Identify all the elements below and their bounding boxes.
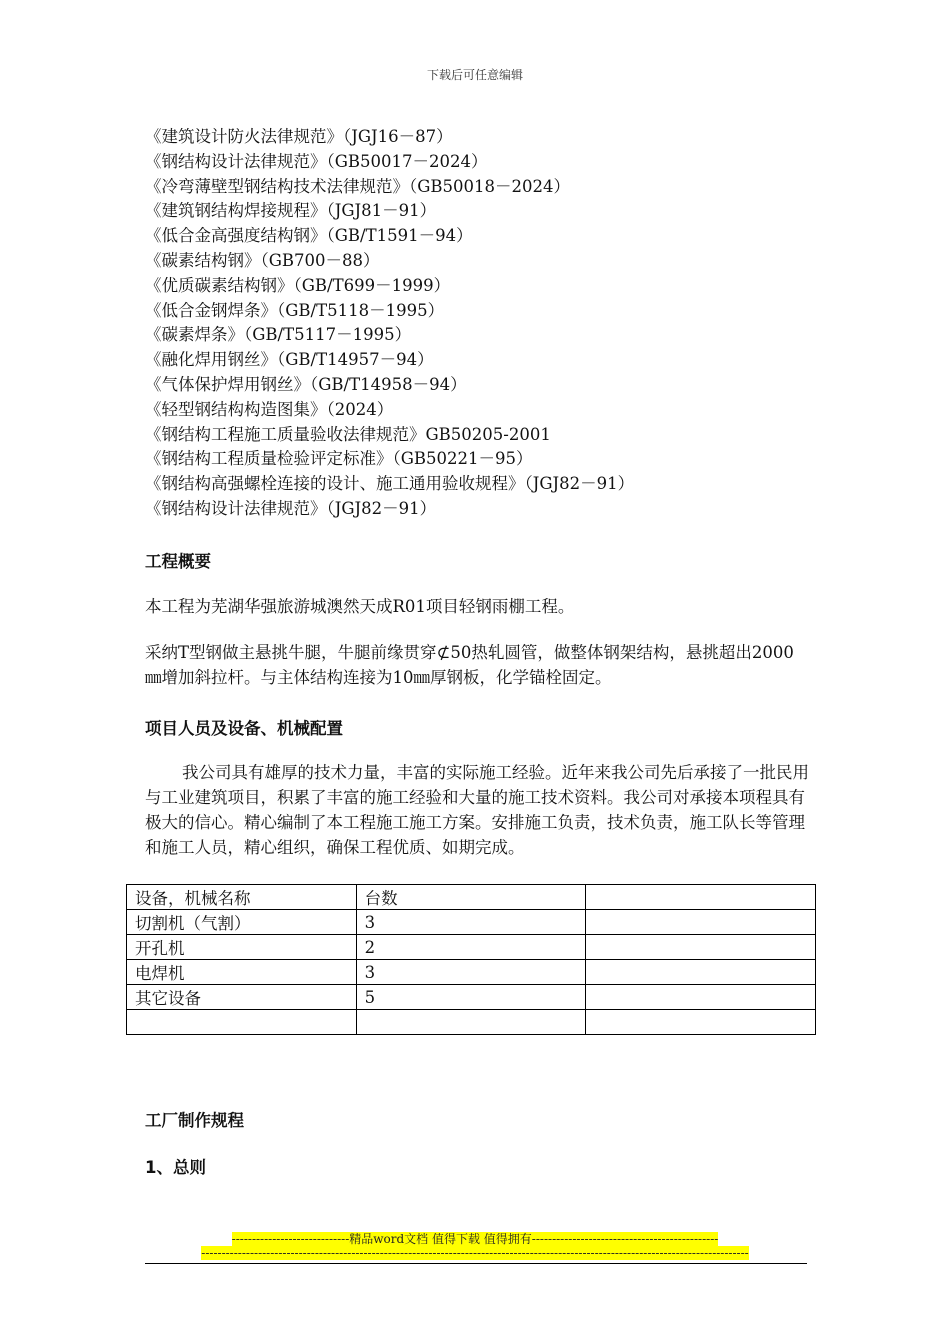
table-cell: 开孔机 xyxy=(127,935,357,960)
table-row xyxy=(127,910,816,935)
table-row xyxy=(127,1010,816,1035)
table-cell: 2 xyxy=(356,935,586,960)
table-cell: 其它设备 xyxy=(127,985,357,1010)
table-row xyxy=(127,885,816,910)
reference-item: 《气体保护焊用钢丝》（GB/T14958－94） xyxy=(145,374,467,394)
staffing-paragraph: 我公司具有雄厚的技术力量，丰富的实际施工经验。近年来我公司先后承接了一批民用与工业建筑项目，积累了丰富的施工经验和大量的施工技术资料。我公司对承接本项程具有极大的信心。精心编制了本工程施工施工方案。安排施工负责，技术负责，施工队长等管理和施工人员，精心组织，确保工程优质、如期完成。 xyxy=(145,763,809,857)
reference-item: 《碳素焊条》（GB/T5117－1995） xyxy=(145,325,412,345)
footer-divider xyxy=(145,1263,807,1264)
reference-item: 《碳素结构钢》（GB700－88） xyxy=(145,250,380,270)
table-cell xyxy=(356,1010,586,1035)
staffing-heading: 项目人员及设备、机械配置 xyxy=(145,719,343,738)
table-cell: 3 xyxy=(356,960,586,985)
table-header-cell: 台数 xyxy=(356,885,586,910)
table-cell xyxy=(586,910,816,935)
general-rules-heading: 1、总则 xyxy=(145,1158,206,1177)
reference-item: 《优质碳素结构钢》（GB/T699－1999） xyxy=(145,275,451,295)
reference-item: 《低合金钢焊条》（GB/T5118－1995） xyxy=(145,300,445,320)
reference-item: 《钢结构设计法律规范》（JGJ82－91） xyxy=(145,498,437,518)
reference-item: 《轻型钢结构构造图集》（2024） xyxy=(145,399,394,419)
reference-item: 《冷弯薄壁型钢结构技术法律规范》（GB50018－2024） xyxy=(145,176,571,196)
table-cell xyxy=(586,935,816,960)
table-header-cell xyxy=(586,885,816,910)
overview-heading: 工程概要 xyxy=(145,552,211,571)
overview-paragraph-1: 本工程为芜湖华强旅游城澳然天成R01项目轻钢雨棚工程。 xyxy=(145,597,575,616)
reference-list xyxy=(145,125,825,522)
factory-heading: 工厂制作规程 xyxy=(145,1111,244,1130)
table-cell xyxy=(586,960,816,985)
reference-item: 《建筑钢结构焊接规程》（JGJ81－91） xyxy=(145,201,437,221)
table-cell: 电焊机 xyxy=(127,960,357,985)
reference-item: 《钢结构设计法律规范》（GB50017－2024） xyxy=(145,151,488,171)
reference-item: 《钢结构工程质量检验评定标准》（GB50221－95） xyxy=(145,449,533,469)
footer-banner-text-2: --------------------------------------------------------------------------------------------------------------------------------------- xyxy=(201,1246,749,1260)
reference-item: 《低合金高强度结构钢》（GB/T1591－94） xyxy=(145,226,473,246)
page-header: 下载后可任意编辑 xyxy=(426,68,523,82)
overview-paragraph-2: 采纳T型钢做主悬挑牛腿，牛腿前缘贯穿⊄50热轧圆管，做整体钢架结构，悬挑超出2000㎜增加斜拉杆。与主体结构连接为10㎜厚钢板，化学锚栓固定。 xyxy=(145,643,794,687)
reference-item: 《钢结构工程施工质量验收法律规范》GB50205-2001 xyxy=(145,424,551,444)
table-cell: 切割机（气割） xyxy=(127,910,357,935)
footer-banner-line-1 xyxy=(0,1230,950,1247)
reference-item: 《建筑设计防火法律规范》（JGJ16－87） xyxy=(145,127,453,146)
table-cell xyxy=(586,985,816,1010)
reference-item: 《钢结构高强螺栓连接的设计、施工通用验收规程》（JGJ82－91） xyxy=(145,474,635,494)
reference-item: 《融化焊用钢丝》（GB/T14957－94） xyxy=(145,350,434,370)
footer-banner-text-1: -----------------------------精品word文档 值得下载 值得拥有---------------------------------------------- xyxy=(231,1232,719,1246)
table-row xyxy=(127,935,816,960)
equipment-table xyxy=(126,884,816,1035)
table-cell: 5 xyxy=(356,985,586,1010)
table-cell: 3 xyxy=(356,910,586,935)
table-cell xyxy=(586,1010,816,1035)
table-cell xyxy=(127,1010,357,1035)
footer-banner-line-2 xyxy=(0,1246,950,1260)
table-header-cell: 设备，机械名称 xyxy=(127,885,357,910)
table-row xyxy=(127,985,816,1010)
table-row xyxy=(127,960,816,985)
